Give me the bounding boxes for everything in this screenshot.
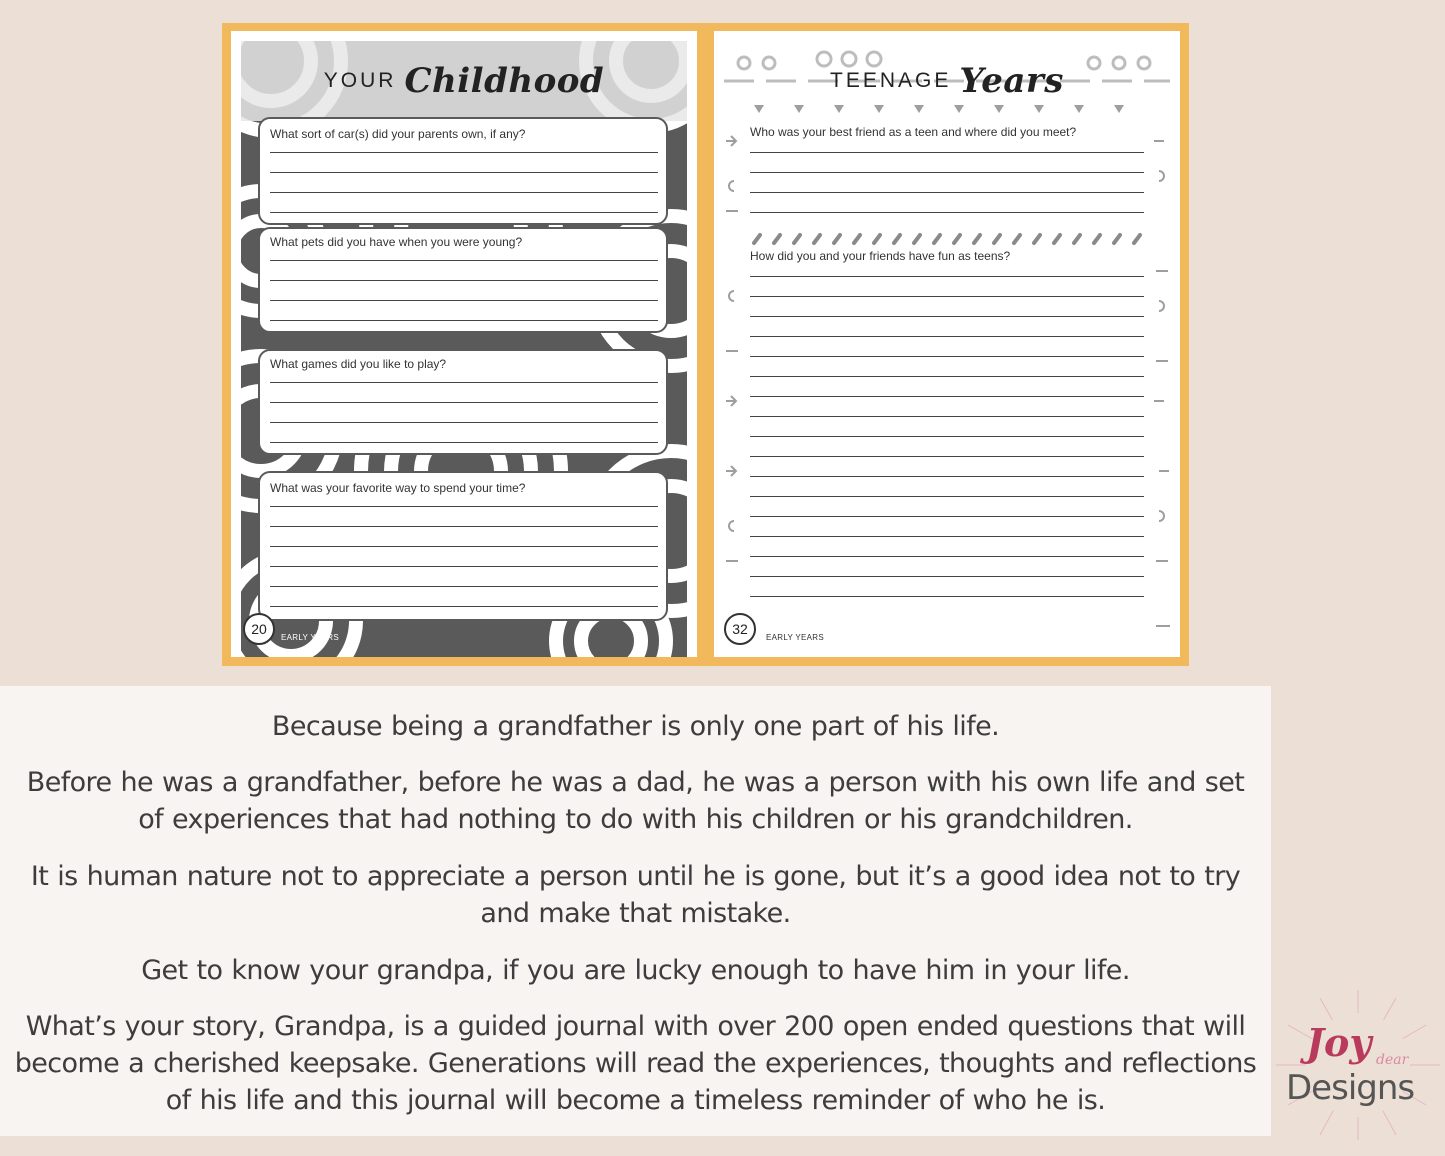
description-paragraph: It is human nature not to appreciate a person until he is gone, but it’s a good idea not to try and make that mistake. bbox=[30, 861, 1241, 929]
right-page-title bbox=[714, 61, 1180, 101]
logo-joy: Joy bbox=[1306, 1020, 1372, 1065]
page-number: 32 bbox=[724, 613, 756, 645]
logo-designs: Designs bbox=[1286, 1068, 1415, 1108]
question-text: What pets did you have when you were young? bbox=[270, 235, 523, 249]
section-label: EARLY YEARS bbox=[281, 633, 339, 642]
question-box bbox=[258, 117, 668, 225]
right-page bbox=[714, 31, 1180, 657]
answer-lines bbox=[750, 133, 1144, 213]
title-caps: YOUR bbox=[323, 69, 397, 92]
logo-dear: dear bbox=[1376, 1052, 1409, 1068]
section-label: EARLY YEARS bbox=[766, 633, 824, 642]
title-caps: TEENAGE bbox=[830, 69, 952, 92]
answer-lines bbox=[270, 487, 658, 607]
question-text: How did you and your friends have fun as teens? bbox=[750, 249, 1011, 263]
question-box bbox=[258, 471, 668, 621]
description-paragraph: What’s your story, Grandpa, is a guided journal with over 200 open ended questions that will become a cherished keepsake. Generations will read the experiences, thoughts and reflections of his life and this journal will become a timeless reminder of who he is. bbox=[14, 1011, 1257, 1116]
brand-logo bbox=[1276, 990, 1440, 1140]
question-box bbox=[744, 123, 1150, 231]
title-script: Childhood bbox=[404, 61, 605, 101]
left-page bbox=[231, 31, 697, 657]
question-text: What sort of car(s) did your parents own, if any? bbox=[270, 127, 526, 141]
description-paragraph: Because being a grandfather is only one part of his life. bbox=[271, 711, 1000, 742]
answer-lines bbox=[270, 241, 658, 321]
sunburst-icon bbox=[1276, 990, 1440, 1140]
answer-lines bbox=[270, 363, 658, 443]
left-page-title bbox=[231, 61, 697, 101]
question-text: What games did you like to play? bbox=[270, 357, 447, 371]
description-panel bbox=[0, 686, 1271, 1136]
description-paragraph: Get to know your grandpa, if you are lucky enough to have him in your life. bbox=[141, 955, 1130, 986]
question-text: Who was your best friend as a teen and where did you meet? bbox=[750, 125, 1077, 139]
answer-lines bbox=[750, 257, 1144, 597]
answer-lines bbox=[270, 133, 658, 213]
description-paragraph: Before he was a grandfather, before he was a dad, he was a person with his own life and set of experiences that had nothing to do with his children or his grandchildren. bbox=[26, 767, 1245, 835]
page-number: 20 bbox=[243, 613, 275, 645]
journal-spread bbox=[222, 23, 1189, 666]
question-text: What was your favorite way to spend your time? bbox=[270, 481, 526, 495]
question-box bbox=[258, 349, 668, 455]
question-box bbox=[744, 247, 1150, 617]
question-box bbox=[258, 227, 668, 333]
title-script: Years bbox=[959, 61, 1064, 101]
